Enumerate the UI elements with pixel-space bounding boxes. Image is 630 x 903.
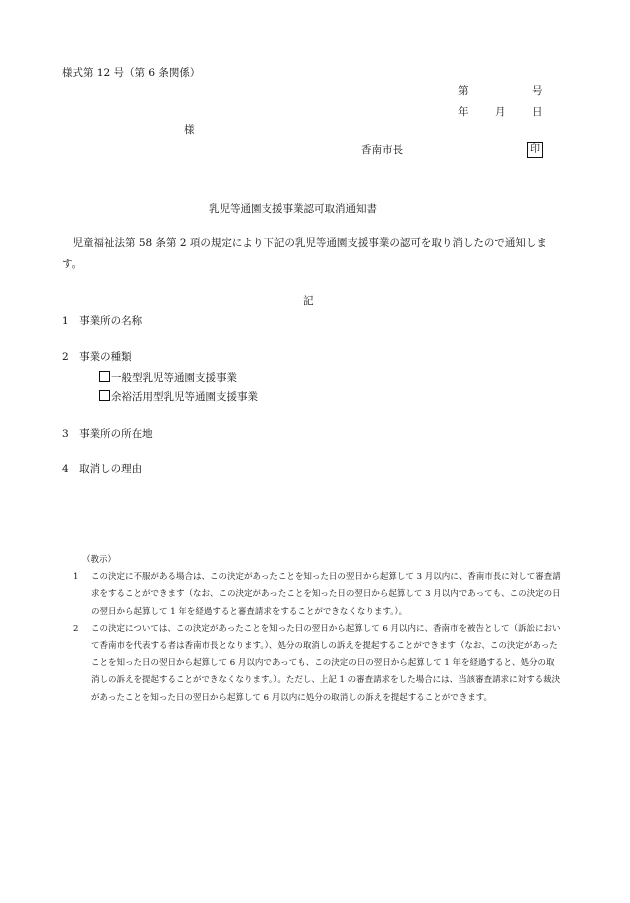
- date-month-label: 月: [495, 106, 506, 118]
- item-facility-location: 3 事業所の所在地: [62, 428, 153, 440]
- option-general-type: [99, 371, 237, 384]
- item-revocation-reason: 4 取消しの理由: [62, 463, 143, 475]
- document-title: 乳児等通園支援事業認可取消通知書: [209, 203, 377, 215]
- option-surplus-type-label: 余裕活用型乳児等通園支援事業: [111, 391, 258, 403]
- form-label: 様式第 12 号（第 6 条関係）: [62, 67, 201, 79]
- ki-heading: 記: [303, 295, 314, 307]
- checkbox-general-type[interactable]: [99, 371, 110, 382]
- date-year-label: 年: [458, 106, 469, 118]
- notice-title: （教示）: [82, 555, 117, 565]
- body-text: 児童福祉法第 58 条第 2 項の規定により下記の乳児等通園支援事業の認可を取り消したので通知します。: [62, 237, 547, 270]
- item-business-type: 2 事業の種類: [62, 351, 132, 363]
- notice-item-text: この決定については、この決定があったことを知った日の翌日から起算して 6 月以内に、香南市を被告として（訴訟において香南市を代表する者は香南市長となります。）、処分の取消しの訴えを提起することができます（なお、この決定があったことを知った日の翌日から起算して 6 月以内であっても、この決定の日の翌日から起算して 1 年を経過すると、処分の取消しの訴えを提起することができなくなります。）。ただし、上記 1 の審査請求をした場合には、当該審査請求に対する裁決があったことを知った日の翌日から起算して 6 月以内に処分の取消しの訴えを提起することができます。: [91, 623, 561, 703]
- notice-item-number: 1: [73, 572, 79, 583]
- option-general-type-label: 一般型乳児等通園支援事業: [111, 372, 237, 384]
- document-number-suffix: 号: [532, 85, 543, 97]
- checkbox-surplus-type[interactable]: [99, 390, 110, 401]
- notice-item-number: 2: [73, 623, 79, 634]
- item-facility-name: 1 事業所の名称: [62, 315, 143, 327]
- seal-mark: 印: [527, 142, 543, 158]
- notice-section: [69, 552, 561, 707]
- date-day-label: 日: [532, 106, 543, 118]
- recipient-suffix: 様: [184, 124, 195, 136]
- issuer-name: 香南市長: [361, 144, 403, 156]
- notice-item: [69, 569, 561, 621]
- notice-item: [69, 621, 561, 707]
- document-number-label: 第: [458, 85, 469, 97]
- notice-item-text: この決定に不服がある場合は、この決定があったことを知った日の翌日から起算して 3 月以内に、香南市長に対して審査請求をすることができます（なお、この決定があったことを知った日の翌日から起算して 3 月以内であっても、この決定の日の翌日から起算して 1 年を経過すると審査請求をすることができなくなります。）。: [91, 572, 561, 617]
- option-surplus-type: [99, 390, 258, 403]
